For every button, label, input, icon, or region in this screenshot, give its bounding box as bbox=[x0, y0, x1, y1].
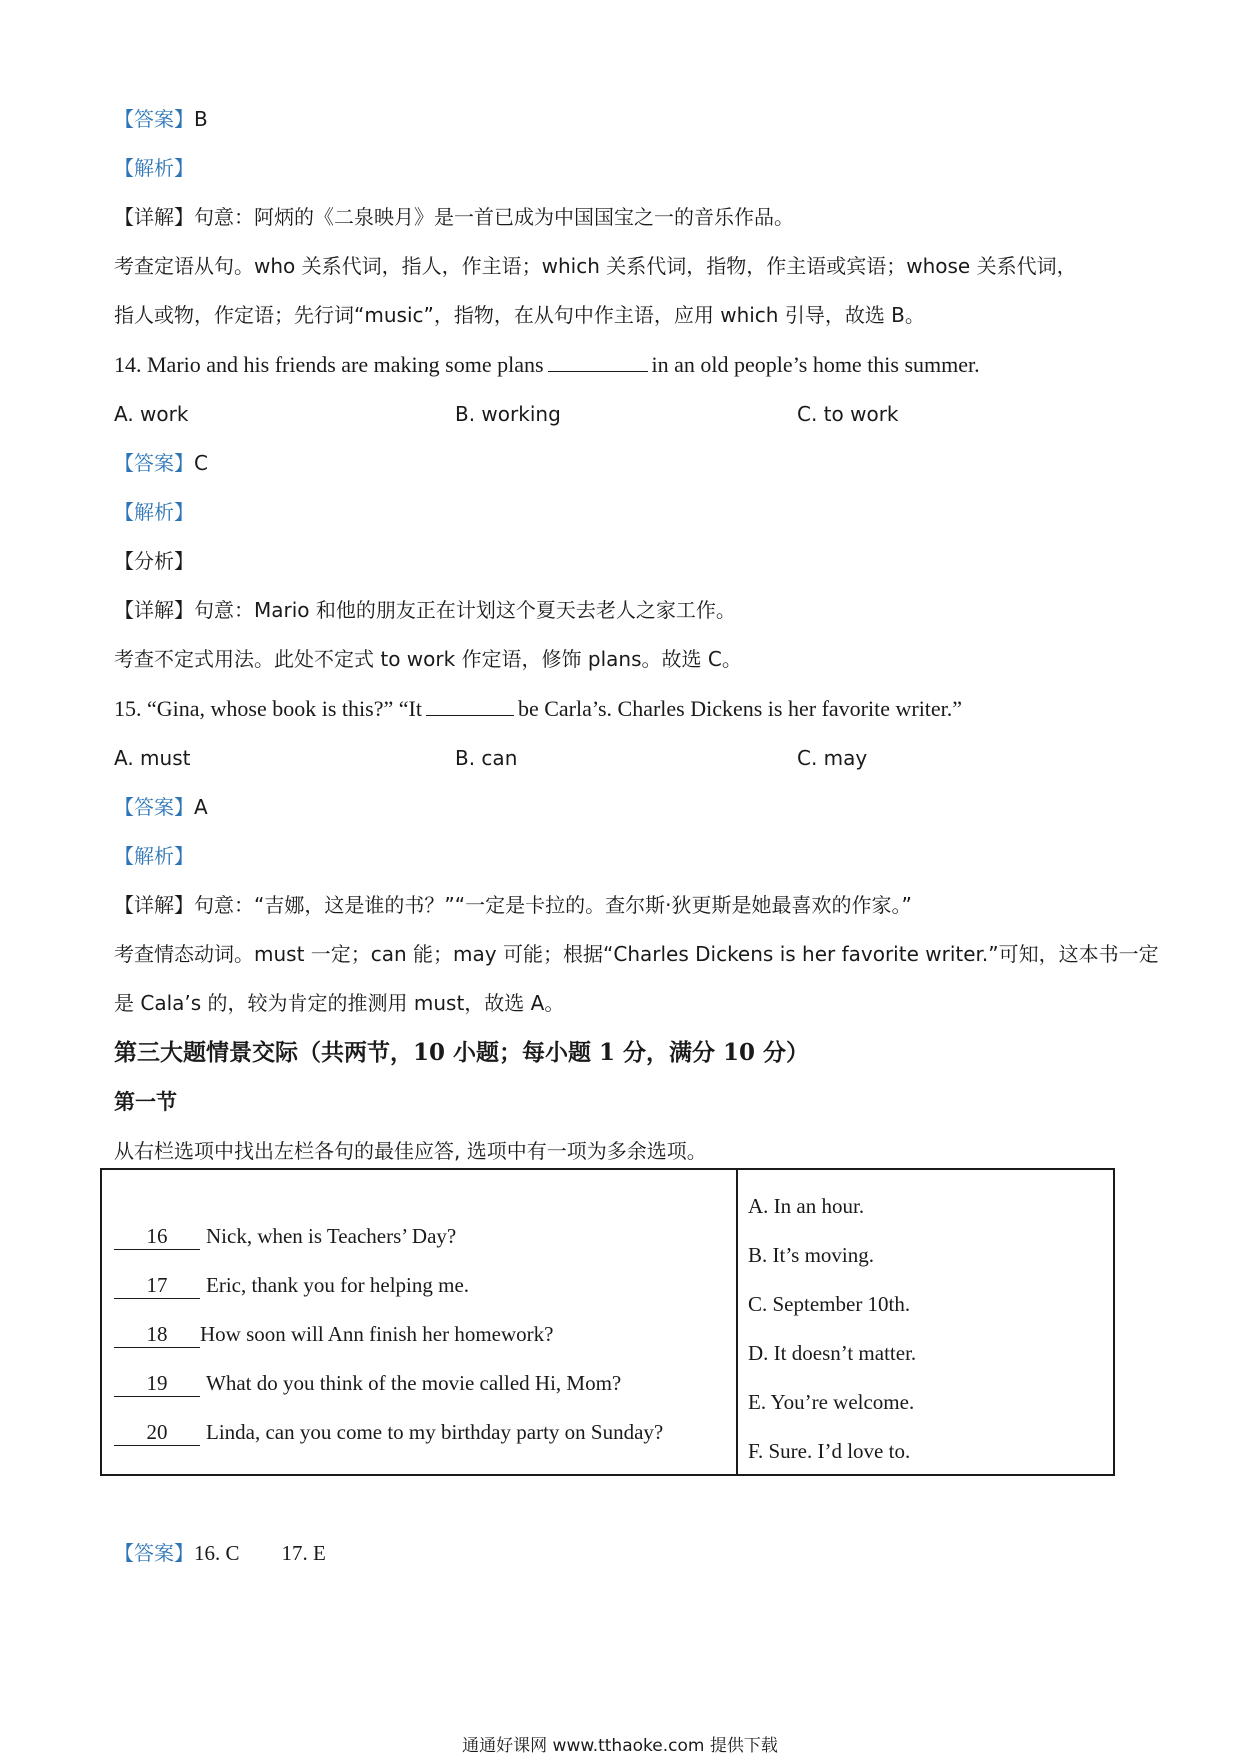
q13-detail bbox=[114, 204, 794, 230]
page-footer: 通通好课网 www.tthaoke.com 提供下载 bbox=[462, 1736, 778, 1756]
answer-16: 16. C bbox=[194, 1541, 240, 1565]
q15-answer bbox=[114, 794, 208, 820]
detail-text: 句意：Mario 和他的朋友正在计划这个夏天去老人之家工作。 bbox=[194, 598, 736, 622]
q14-option-c: C. to work bbox=[797, 402, 899, 426]
q14-option-a: A. work bbox=[114, 402, 189, 426]
table-divider bbox=[736, 1170, 738, 1474]
item-text: What do you think of the movie called Hi, Mom? bbox=[206, 1371, 622, 1395]
section3-answer bbox=[114, 1540, 326, 1566]
right-option-f: F. Sure. I’d love to. bbox=[748, 1439, 911, 1463]
answer-value: A bbox=[194, 795, 208, 819]
q14-answer bbox=[114, 450, 208, 476]
q13-answer bbox=[114, 106, 208, 132]
detail-text: 句意：阿炳的《二泉映月》是一首已成为中国国宝之一的音乐作品。 bbox=[194, 205, 794, 229]
right-option-b: B. It’s moving. bbox=[748, 1243, 875, 1267]
answer-17: 17. E bbox=[281, 1541, 326, 1565]
item-number: 19 bbox=[114, 1370, 200, 1397]
q15-option-b: B. can bbox=[455, 746, 518, 770]
left-item-18 bbox=[114, 1321, 553, 1348]
detail-label: 【详解】 bbox=[114, 598, 194, 622]
q13-explain-line-1: 考查定语从句。who 关系代词，指人，作主语；which 关系代词，指物，作主语或宾语；whose 关系代词， bbox=[114, 254, 1077, 278]
item-text: How soon will Ann finish her homework? bbox=[200, 1322, 554, 1346]
q15-option-c: C. may bbox=[797, 746, 868, 770]
section-instruction: 从右栏选项中找出左栏各句的最佳应答, 选项中有一项为多余选项。 bbox=[114, 1139, 707, 1163]
q15-detail bbox=[114, 892, 912, 918]
q15-stem bbox=[114, 695, 962, 722]
answer-blank bbox=[548, 351, 648, 372]
section-part-label: 第一节 bbox=[114, 1089, 177, 1114]
answer-blank bbox=[426, 695, 514, 716]
item-number: 18 bbox=[114, 1321, 200, 1348]
detail-label: 【详解】 bbox=[114, 893, 194, 917]
answer-label: 【答案】 bbox=[114, 107, 194, 131]
q15-option-a: A. must bbox=[114, 746, 191, 770]
item-text: Linda, can you come to my birthday party on Sunday? bbox=[206, 1420, 664, 1444]
left-item-19 bbox=[114, 1370, 621, 1397]
q15-explain-line-2: 是 Cala’s 的，较为肯定的推测用 must，故选 A。 bbox=[114, 991, 565, 1015]
left-item-17 bbox=[114, 1272, 469, 1299]
q13-explain-line-2: 指人或物，作定语；先行词“music”，指物，在从句中作主语，应用 which 引导，故选 B。 bbox=[114, 303, 925, 327]
q14-stem bbox=[114, 351, 980, 378]
section-title: 第三大题情景交际（共两节，10 小题；每小题 1 分，满分 10 分） bbox=[114, 1039, 810, 1066]
item-number: 20 bbox=[114, 1419, 200, 1446]
answer-value: B bbox=[194, 107, 208, 131]
stem-before: 15. “Gina, whose book is this?” “It bbox=[114, 696, 422, 721]
item-number: 16 bbox=[114, 1223, 200, 1250]
q14-analysis-label: 【解析】 bbox=[114, 500, 194, 524]
detail-label: 【详解】 bbox=[114, 205, 194, 229]
q14-fenxi-label: 【分析】 bbox=[114, 549, 194, 573]
right-option-e: E. You’re welcome. bbox=[748, 1390, 915, 1414]
right-option-c: C. September 10th. bbox=[748, 1292, 911, 1316]
q15-explain-line-1: 考查情态动词。must 一定；can 能；may 可能；根据“Charles Dickens is her favorite writer.”可知，这本书一定 bbox=[114, 942, 1159, 966]
answer-label: 【答案】 bbox=[114, 795, 194, 819]
q13-analysis-label: 【解析】 bbox=[114, 156, 194, 180]
item-number: 17 bbox=[114, 1272, 200, 1299]
q15-analysis-label: 【解析】 bbox=[114, 844, 194, 868]
stem-after: in an old people’s home this summer. bbox=[651, 352, 980, 377]
item-text: Eric, thank you for helping me. bbox=[206, 1273, 470, 1297]
right-option-d: D. It doesn’t matter. bbox=[748, 1341, 917, 1365]
answer-value: C bbox=[194, 451, 208, 475]
q14-explain-line-1: 考查不定式用法。此处不定式 to work 作定语，修饰 plans。故选 C。 bbox=[114, 647, 742, 671]
left-item-20 bbox=[114, 1419, 663, 1446]
right-option-a: A. In an hour. bbox=[748, 1194, 865, 1218]
item-text: Nick, when is Teachers’ Day? bbox=[206, 1224, 457, 1248]
matching-table bbox=[100, 1168, 1115, 1476]
stem-before: 14. Mario and his friends are making some plans bbox=[114, 352, 544, 377]
q14-detail bbox=[114, 597, 736, 623]
answer-label: 【答案】 bbox=[114, 1541, 194, 1565]
left-item-16 bbox=[114, 1223, 456, 1250]
detail-text: 句意：“吉娜，这是谁的书？”“一定是卡拉的。查尔斯·狄更斯是她最喜欢的作家。” bbox=[194, 893, 912, 917]
stem-after: be Carla’s. Charles Dickens is her favorite writer.” bbox=[517, 696, 963, 721]
q14-option-b: B. working bbox=[455, 402, 561, 426]
answer-label: 【答案】 bbox=[114, 451, 194, 475]
